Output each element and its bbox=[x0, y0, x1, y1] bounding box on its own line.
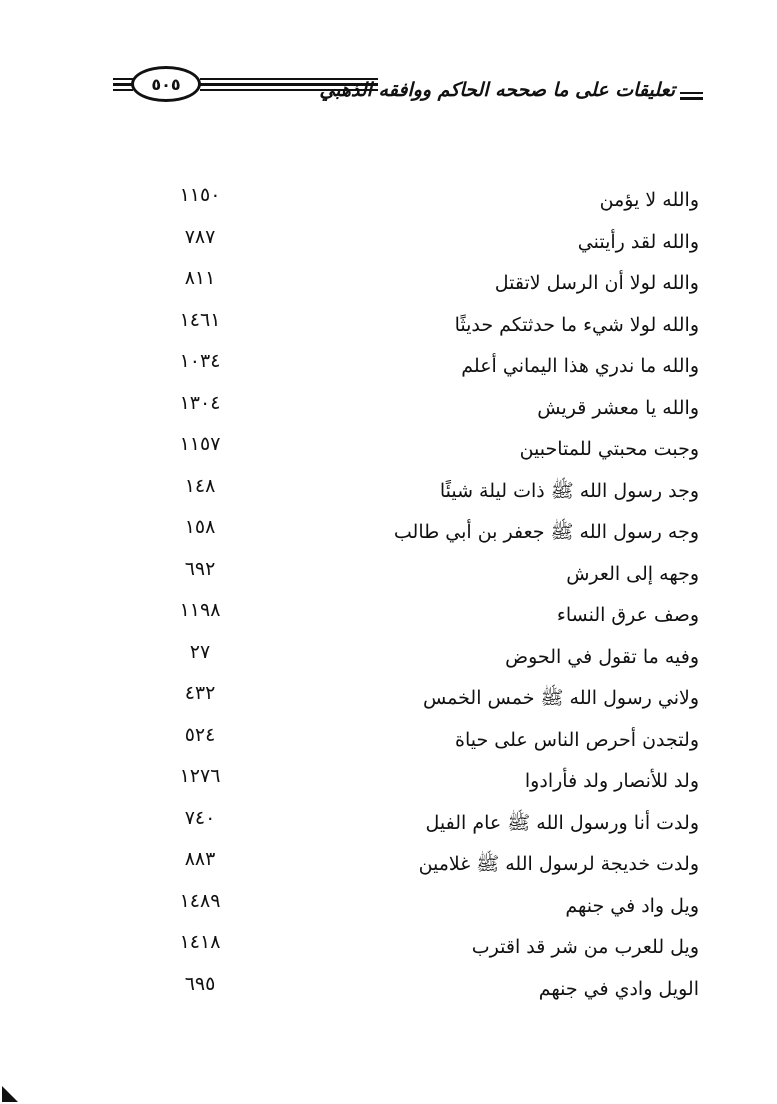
entry-page-number: ٨١١ bbox=[184, 267, 216, 289]
entry-page-number: ١١٩٨ bbox=[179, 599, 221, 621]
index-entry bbox=[0, 305, 777, 347]
index-entry bbox=[0, 346, 777, 388]
entry-text: وجبت محبتي للمتاحبين bbox=[519, 438, 699, 460]
hadith-index-list bbox=[0, 180, 777, 1010]
entry-text: والله يا معشر قريش bbox=[537, 396, 699, 419]
entry-text: والله لا يؤمن bbox=[599, 189, 699, 211]
entry-page-number: ١٥٨ bbox=[184, 516, 216, 538]
entry-page-number: ١٤٨٩ bbox=[179, 889, 221, 912]
index-entry bbox=[0, 969, 777, 1011]
index-entry bbox=[0, 803, 777, 845]
index-entry bbox=[0, 595, 777, 637]
index-entry bbox=[0, 263, 777, 305]
entry-text: الويل وادي في جنهم bbox=[538, 977, 699, 1000]
entry-page-number: ١٠٣٤ bbox=[179, 350, 221, 372]
index-entry bbox=[0, 927, 777, 969]
index-entry bbox=[0, 471, 777, 513]
index-entry bbox=[0, 512, 777, 554]
running-title: تعليقات على ما صححه الحاكم ووافقه الذهبي bbox=[319, 79, 675, 101]
entry-text: والله لولا شيء ما حدثتكم حديثًا bbox=[454, 313, 699, 336]
index-entry bbox=[0, 554, 777, 596]
header-rule-left-3 bbox=[113, 89, 133, 91]
header-rule-right-1 bbox=[680, 92, 703, 94]
entry-text: ولدت خديجة لرسول الله ﷺ غلامين bbox=[418, 853, 699, 875]
index-entry bbox=[0, 886, 777, 928]
entry-page-number: ٥٢٤ bbox=[184, 723, 216, 746]
entry-page-number: ٧٤٠ bbox=[184, 806, 216, 829]
index-entry bbox=[0, 222, 777, 264]
header-rule-left-1 bbox=[113, 78, 133, 80]
page-number: ٥٠٥ bbox=[131, 66, 201, 102]
entry-page-number: ١٤٦١ bbox=[179, 308, 221, 331]
entry-text: والله لقد رأيتني bbox=[577, 230, 699, 253]
entry-page-number: ١١٥٧ bbox=[179, 433, 221, 455]
entry-page-number: ١٢٧٦ bbox=[179, 765, 221, 787]
entry-page-number: ٦٩٥ bbox=[184, 972, 216, 995]
entry-page-number: ٤٣٢ bbox=[184, 682, 216, 704]
entry-text: ويل واد في جنهم bbox=[565, 894, 699, 917]
entry-text: وفيه ما تقول في الحوض bbox=[505, 645, 699, 668]
entry-text: والله ما ندري هذا اليماني أعلم bbox=[461, 355, 699, 377]
entry-page-number: ١٤١٨ bbox=[179, 931, 221, 953]
header-rule-right-2 bbox=[680, 97, 703, 100]
index-entry bbox=[0, 388, 777, 430]
entry-text: وصف عرق النساء bbox=[556, 604, 699, 626]
entry-page-number: ٦٩٢ bbox=[184, 557, 216, 580]
entry-text: ولد للأنصار ولد فأرادوا bbox=[524, 770, 699, 792]
index-entry bbox=[0, 637, 777, 679]
entry-text: ولاني رسول الله ﷺ خمس الخمس bbox=[422, 687, 699, 709]
entry-text: ولتجدن أحرص الناس على حياة bbox=[455, 728, 699, 751]
index-entry bbox=[0, 844, 777, 886]
scan-corner-mark bbox=[2, 1086, 18, 1102]
entry-page-number: ١١٥٠ bbox=[179, 184, 221, 206]
index-entry bbox=[0, 720, 777, 762]
entry-text: والله لولا أن الرسل لاتقتل bbox=[494, 272, 699, 294]
entry-page-number: ٨٨٣ bbox=[184, 848, 216, 870]
entry-text: وجه رسول الله ﷺ جعفر بن أبي طالب bbox=[393, 521, 699, 543]
entry-text: وجهه إلى العرش bbox=[566, 562, 699, 585]
entry-page-number: ١٤٨ bbox=[184, 474, 216, 497]
index-entry bbox=[0, 429, 777, 471]
index-entry bbox=[0, 180, 777, 222]
index-entry bbox=[0, 761, 777, 803]
entry-page-number: ٧٨٧ bbox=[184, 225, 216, 248]
entry-text: ويل للعرب من شر قد اقترب bbox=[471, 936, 699, 958]
index-entry bbox=[0, 678, 777, 720]
entry-page-number: ١٣٠٤ bbox=[179, 391, 221, 414]
entry-page-number: ٢٧ bbox=[189, 640, 211, 663]
header-rule-left-2 bbox=[113, 83, 133, 86]
entry-text: ولدت أنا ورسول الله ﷺ عام الفيل bbox=[425, 811, 699, 834]
entry-text: وجد رسول الله ﷺ ذات ليلة شيئًا bbox=[439, 479, 699, 502]
